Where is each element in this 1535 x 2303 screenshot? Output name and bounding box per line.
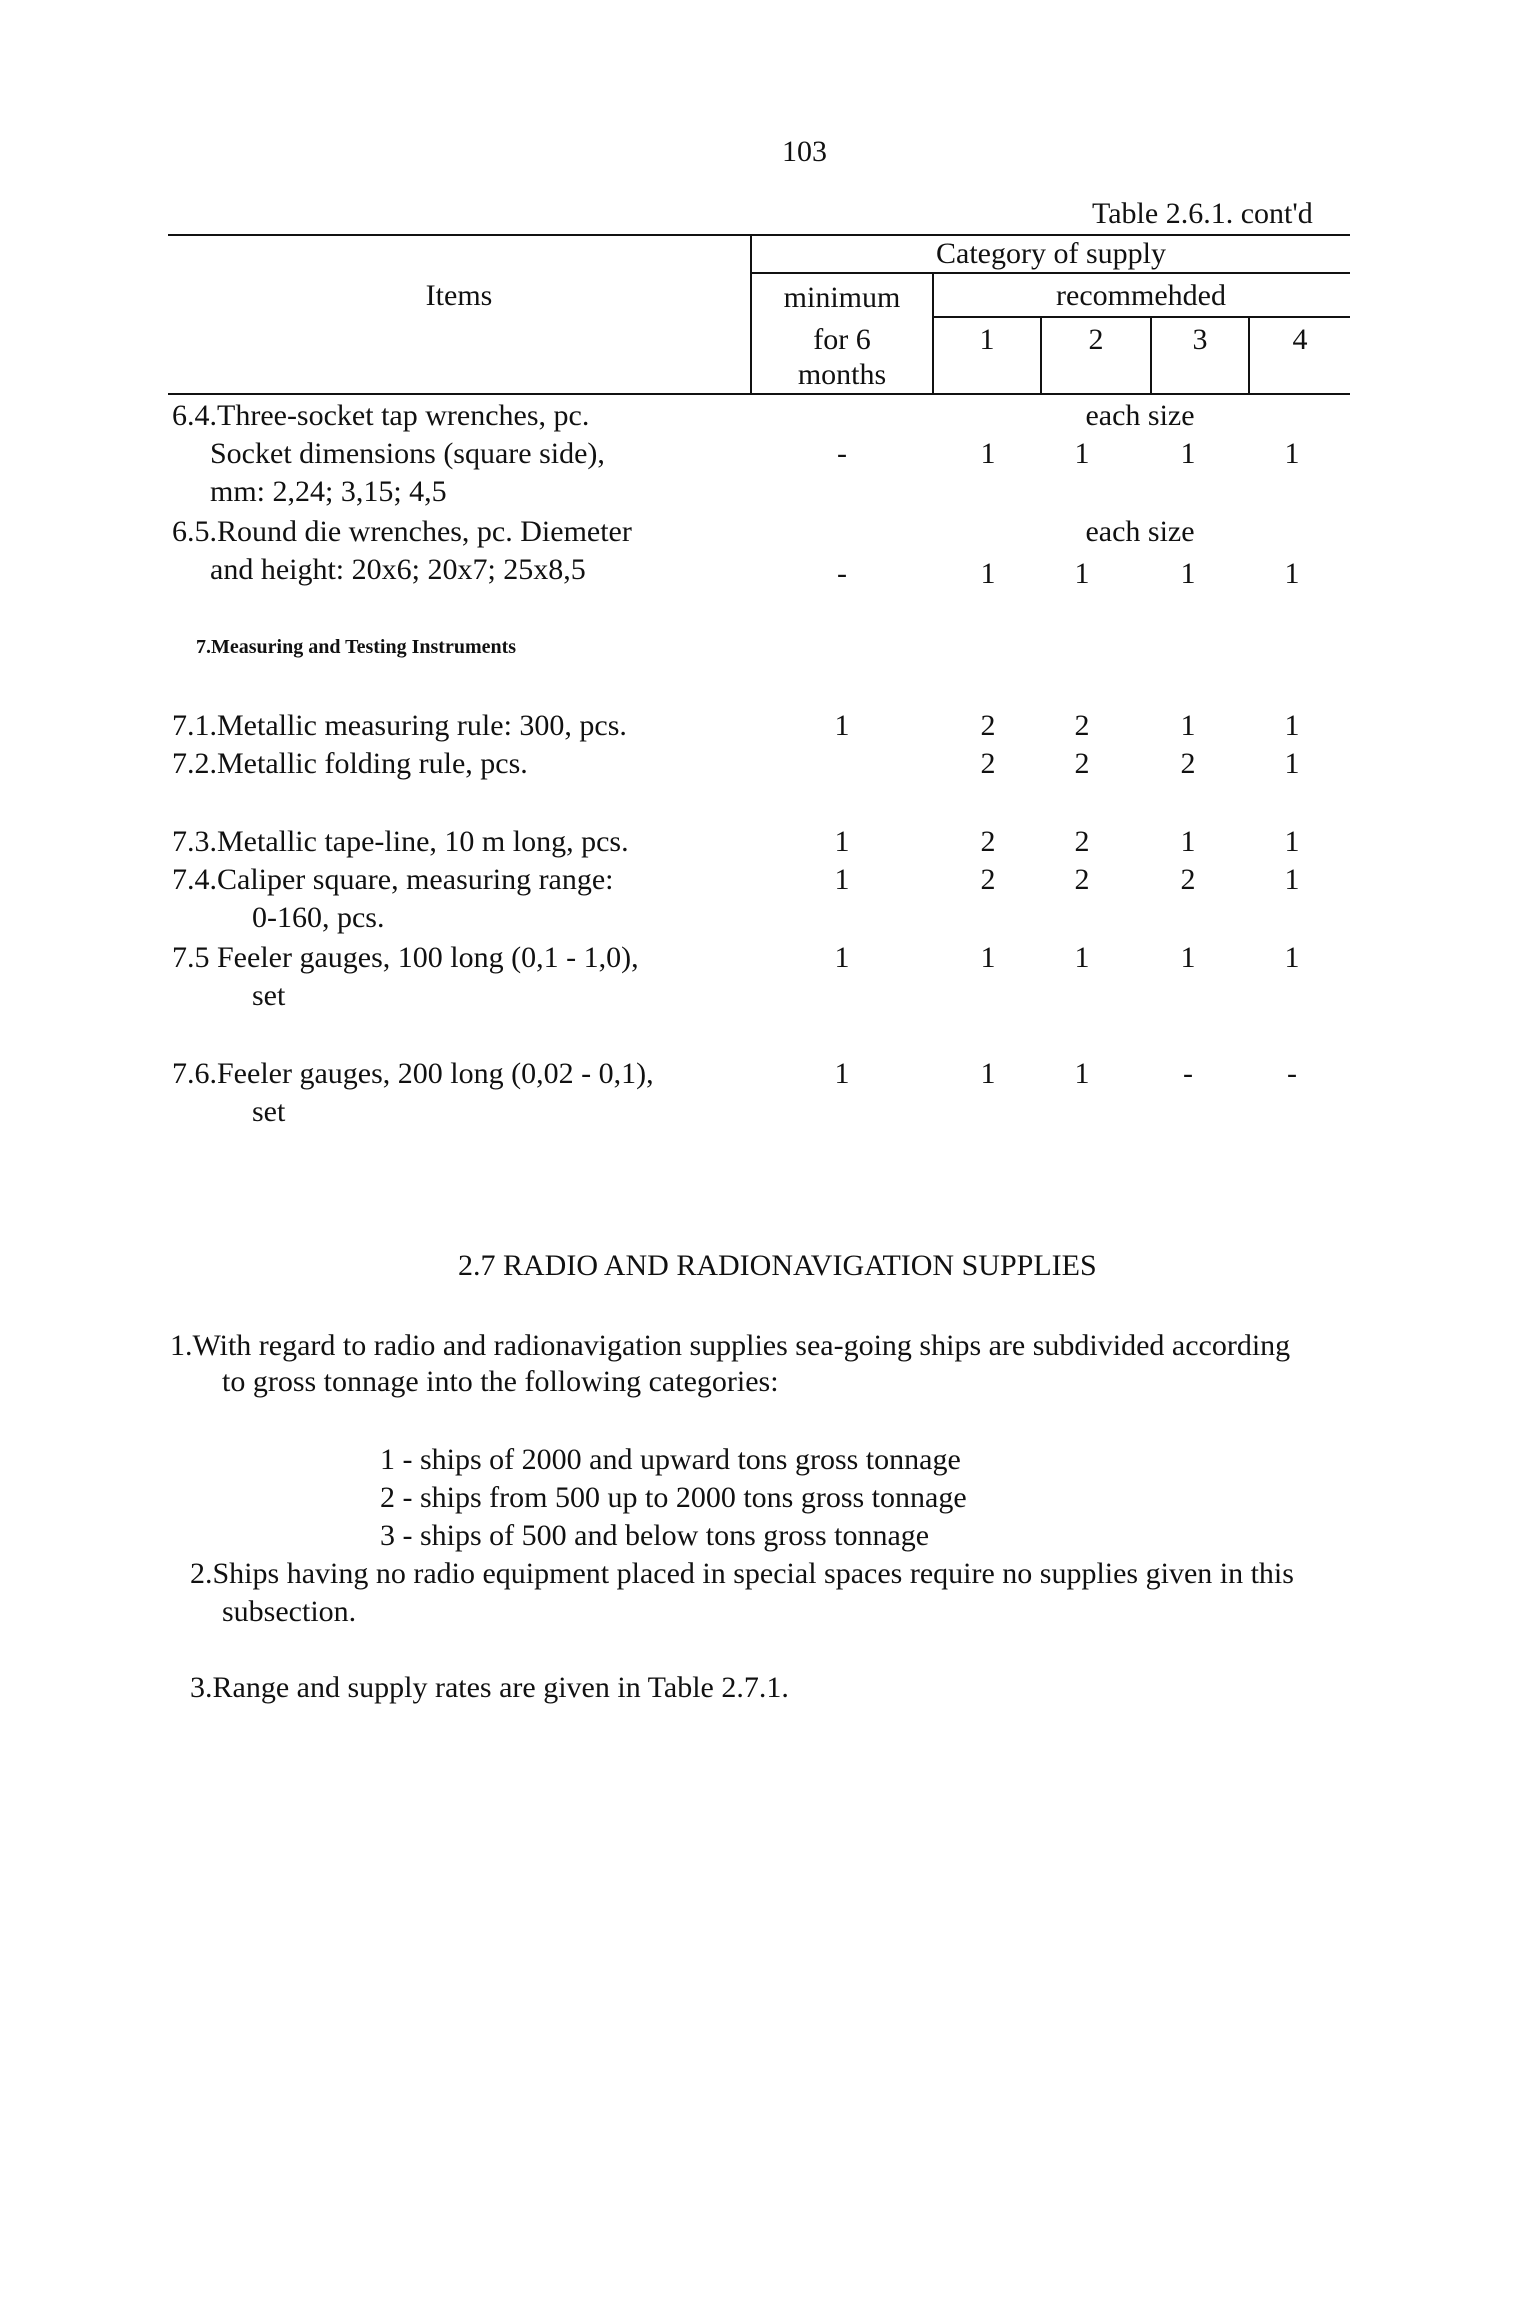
header-cat-2: 2 — [1088, 323, 1104, 356]
cell-minimum: 1 — [834, 863, 850, 896]
cell-cat-3: 2 — [1180, 863, 1196, 896]
header-for6: for 6 — [813, 323, 871, 356]
row-label: set — [252, 979, 286, 1012]
cell-minimum: - — [837, 437, 847, 470]
cell-minimum: 1 — [834, 1057, 850, 1090]
cell-minimum: 1 — [834, 825, 850, 858]
cell-cat-1: 2 — [980, 747, 996, 780]
cell-cat-3: - — [1183, 1057, 1193, 1090]
row-label: Socket dimensions (square side), — [210, 437, 605, 470]
cell-cat-1: 2 — [980, 825, 996, 858]
cell-cat-3: 1 — [1180, 825, 1196, 858]
cell-cat-4: - — [1287, 1057, 1297, 1090]
row-label: 7.1.Metallic measuring rule: 300, pcs. — [172, 709, 627, 742]
paragraph-3: 3.Range and supply rates are given in Table 2.7.1. — [190, 1671, 789, 1704]
header-items: Items — [425, 279, 493, 312]
category-rule — [750, 272, 1350, 274]
cell-cat-1: 1 — [980, 557, 996, 590]
header-minimum: minimum — [783, 281, 901, 314]
paragraph-1-line-2: to gross tonnage into the following categories: — [222, 1365, 779, 1398]
cell-cat-2: 2 — [1074, 747, 1090, 780]
cell-minimum: 1 — [834, 709, 850, 742]
row-label: 0-160, pcs. — [252, 901, 385, 934]
cell-cat-2: 1 — [1074, 437, 1090, 470]
row-note: each size — [1085, 399, 1195, 432]
cell-minimum: - — [837, 557, 847, 590]
category-3: 3 - ships of 500 and below tons gross tonnage — [380, 1519, 930, 1552]
paragraph-2-line-2: subsection. — [222, 1595, 357, 1628]
cell-cat-2: 1 — [1074, 1057, 1090, 1090]
section-heading: 7.Measuring and Testing Instruments — [196, 636, 517, 658]
row-label: 7.5 Feeler gauges, 100 long (0,1 - 1,0), — [172, 941, 639, 974]
cell-cat-4: 1 — [1284, 437, 1300, 470]
cell-cat-3: 1 — [1180, 941, 1196, 974]
cell-cat-1: 1 — [980, 437, 996, 470]
header-recommended: recommehded — [1056, 279, 1226, 312]
section-title: 2.7 RADIO AND RADIONAVIGATION SUPPLIES — [458, 1249, 1097, 1282]
row-note: each size — [1085, 515, 1195, 548]
cell-cat-3: 2 — [1180, 747, 1196, 780]
paragraph-2-line-1: 2.Ships having no radio equipment placed in special spaces require no supplies given in this — [190, 1557, 1294, 1590]
category-2: 2 - ships from 500 up to 2000 tons gross tonnage — [380, 1481, 967, 1514]
paragraph-1-line-1: 1.With regard to radio and radionavigation supplies sea-going ships are subdivided according — [170, 1329, 1291, 1362]
row-label: 6.5.Round die wrenches, pc. Diemeter — [172, 515, 632, 548]
recommended-rule — [932, 316, 1350, 318]
header-cat-1: 1 — [979, 323, 995, 356]
cell-cat-4: 1 — [1284, 557, 1300, 590]
cell-cat-1: 2 — [980, 863, 996, 896]
cell-cat-2: 2 — [1074, 825, 1090, 858]
table-caption: Table 2.6.1. cont'd — [1092, 197, 1313, 230]
page-number: 103 — [782, 135, 827, 168]
row-label: 7.6.Feeler gauges, 200 long (0,02 - 0,1), — [172, 1057, 654, 1090]
row-label: mm: 2,24; 3,15; 4,5 — [210, 475, 447, 508]
header-category: Category of supply — [936, 237, 1166, 270]
cell-cat-4: 1 — [1284, 747, 1300, 780]
row-label: 6.4.Three-socket tap wrenches, pc. — [172, 399, 590, 432]
cell-cat-1: 2 — [980, 709, 996, 742]
header-cat-4: 4 — [1292, 323, 1308, 356]
cell-cat-4: 1 — [1284, 941, 1300, 974]
header-bottom-rule — [168, 393, 1350, 395]
cell-cat-2: 1 — [1074, 557, 1090, 590]
row-label: set — [252, 1095, 286, 1128]
cell-cat-2: 2 — [1074, 709, 1090, 742]
cell-cat-2: 2 — [1074, 863, 1090, 896]
category-1: 1 - ships of 2000 and upward tons gross tonnage — [380, 1443, 961, 1476]
cell-cat-4: 1 — [1284, 709, 1300, 742]
cell-cat-3: 1 — [1180, 437, 1196, 470]
cell-cat-4: 1 — [1284, 863, 1300, 896]
header-months: months — [797, 358, 887, 391]
cell-cat-1: 1 — [980, 1057, 996, 1090]
row-label: 7.4.Caliper square, measuring range: — [172, 863, 614, 896]
row-label: 7.3.Metallic tape-line, 10 m long, pcs. — [172, 825, 629, 858]
row-label: and height: 20x6; 20x7; 25x8,5 — [210, 553, 586, 586]
row-label: 7.2.Metallic folding rule, pcs. — [172, 747, 528, 780]
header-cat-3: 3 — [1192, 323, 1208, 356]
cell-cat-1: 1 — [980, 941, 996, 974]
cell-minimum: 1 — [834, 941, 850, 974]
cell-cat-3: 1 — [1180, 709, 1196, 742]
cell-cat-2: 1 — [1074, 941, 1090, 974]
cell-cat-3: 1 — [1180, 557, 1196, 590]
cell-cat-4: 1 — [1284, 825, 1300, 858]
